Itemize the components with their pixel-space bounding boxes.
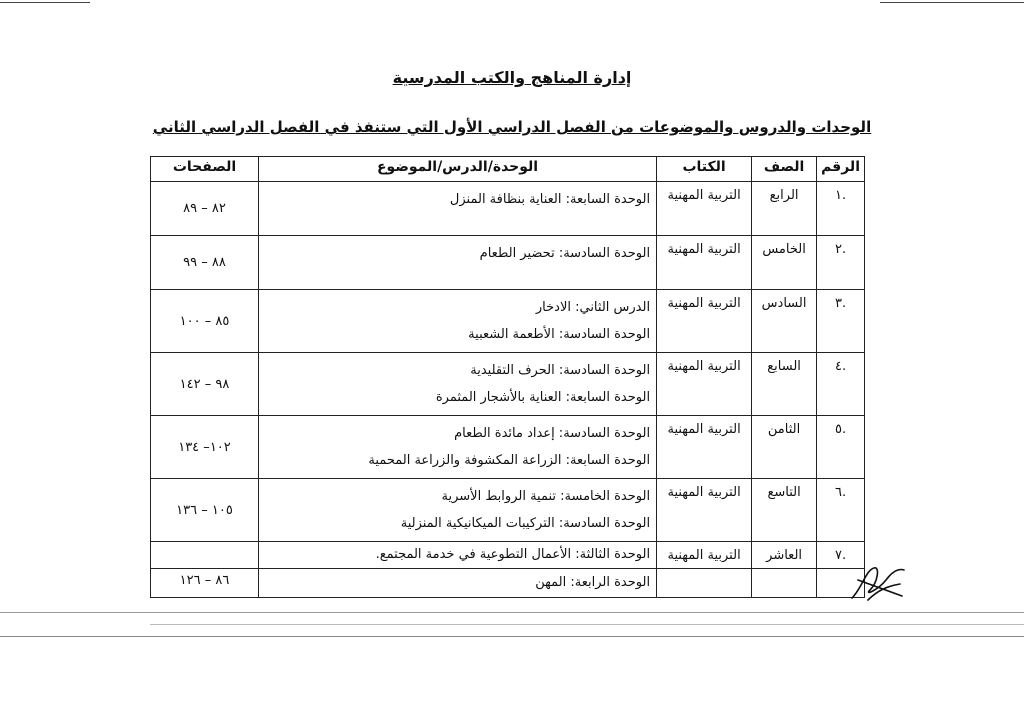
row-number: .٣ (817, 290, 865, 353)
col-header-grade: الصف (752, 157, 817, 182)
table-row (151, 416, 865, 479)
row-book (657, 569, 752, 598)
row-topics (259, 416, 657, 479)
scan-line-top-right (880, 2, 1024, 3)
page-title: إدارة المناهج والكتب المدرسية (392, 68, 632, 87)
row-book: التربية المهنية (657, 353, 752, 416)
row-grade: السادس (752, 290, 817, 353)
row-book: التربية المهنية (657, 479, 752, 542)
row-pages: ٨٨ – ٩٩ (151, 236, 259, 290)
topic-line: الوحدة السابعة: الزراعة المكشوفة والزراعة المحمية (368, 453, 651, 468)
topic-line: الوحدة السادسة: التركيبات الميكانيكية المنزلية (400, 516, 651, 531)
row-pages: ١٠٢– ١٣٤ (151, 416, 259, 479)
topic-line: الوحدة الثالثة: الأعمال التطوعية في خدمة المجتمع. (375, 547, 651, 562)
row-book: التربية المهنية (657, 290, 752, 353)
scan-line-top (0, 2, 90, 3)
table-row (151, 479, 865, 542)
row-number: .١ (817, 182, 865, 236)
row-pages: ٩٨ – ١٤٢ (151, 353, 259, 416)
topic-line: الوحدة السادسة: الحرف التقليدية (470, 363, 651, 378)
topic-line: الوحدة الخامسة: تنمية الروابط الأسرية (441, 489, 651, 504)
table-row (151, 182, 865, 236)
row-grade: التاسع (752, 479, 817, 542)
row-book: التربية المهنية (657, 236, 752, 290)
table-row (151, 353, 865, 416)
row-topics (259, 353, 657, 416)
row-book: التربية المهنية (657, 416, 752, 479)
row-grade: السابع (752, 353, 817, 416)
row-grade: العاشر (752, 542, 817, 569)
table-row (151, 569, 865, 598)
row-grade: الرابع (752, 182, 817, 236)
handwritten-signature (848, 560, 908, 606)
row-pages: ١٠٥ – ١٣٦ (151, 479, 259, 542)
scan-line-bottom-1 (0, 612, 1024, 613)
table-row (151, 236, 865, 290)
row-number: .٥ (817, 416, 865, 479)
row-topics (259, 479, 657, 542)
row-grade: الخامس (752, 236, 817, 290)
topic-line: الوحدة السابعة: العناية بنظافة المنزل (449, 192, 651, 207)
row-topics (259, 182, 657, 236)
row-number: .٧ (817, 542, 865, 569)
row-book: التربية المهنية (657, 182, 752, 236)
table-header-row (151, 157, 865, 182)
row-pages (151, 542, 259, 569)
col-header-pages: الصفحات (151, 157, 259, 182)
row-topics (259, 290, 657, 353)
scan-line-bottom-2 (150, 624, 1024, 625)
topic-line: الوحدة السادسة: تحضير الطعام (479, 246, 651, 261)
topic-line: الوحدة الرابعة: المهن (535, 575, 651, 590)
topic-line: الوحدة السابعة: العناية بالأشجار المثمرة (435, 390, 651, 405)
page-subtitle: الوحدات والدروس والموضوعات من الفصل الدراسي الأول التي ستنفذ في الفصل الدراسي الثاني (152, 118, 872, 136)
table-row (151, 290, 865, 353)
row-pages: ٨٢ – ٨٩ (151, 182, 259, 236)
topic-line: الوحدة السادسة: الأطعمة الشعبية (468, 327, 651, 342)
row-topics (259, 236, 657, 290)
curriculum-table (150, 156, 865, 598)
row-grade: الثامن (752, 416, 817, 479)
scan-line-bottom-3 (0, 636, 1024, 637)
topic-line: الوحدة السادسة: إعداد مائدة الطعام (454, 426, 651, 441)
col-header-num: الرقم (817, 157, 865, 182)
row-number: .٢ (817, 236, 865, 290)
col-header-topic: الوحدة/الدرس/الموضوع (259, 157, 657, 182)
row-pages: ٨٦ – ١٢٦ (151, 569, 259, 598)
topic-line: الدرس الثاني: الادخار (535, 300, 651, 315)
row-number: .٤ (817, 353, 865, 416)
row-pages: ٨٥ – ١٠٠ (151, 290, 259, 353)
row-book: التربية المهنية (657, 542, 752, 569)
table-row (151, 542, 865, 569)
row-number: .٦ (817, 479, 865, 542)
row-topics (259, 569, 657, 598)
row-grade (752, 569, 817, 598)
row-topics (259, 542, 657, 569)
col-header-book: الكتاب (657, 157, 752, 182)
